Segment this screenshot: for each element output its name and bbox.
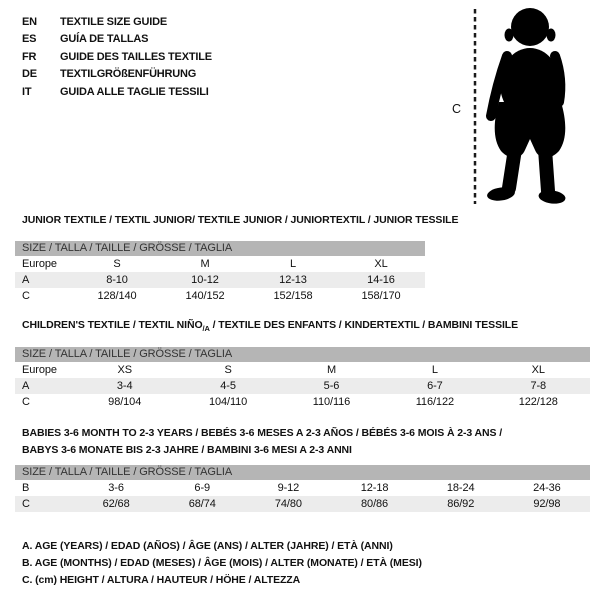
babies-title-line2: BABYS 3-6 MONATE BIS 2-3 JAHRE / BAMBINI 3-6 MESI A 2-3 ANNI (22, 443, 352, 456)
section-title-babies (22, 425, 502, 458)
row-label-cell: A (22, 380, 30, 392)
size-table-junior (15, 241, 425, 304)
language-row (22, 83, 212, 101)
size-cell: 6-9 (194, 482, 211, 494)
language-code: EN (22, 15, 37, 28)
size-cell: 5-6 (323, 380, 340, 392)
size-cell: 3-6 (108, 482, 124, 494)
size-cell: 98/104 (108, 396, 142, 408)
size-cell: 80/86 (361, 498, 389, 510)
row-label-cell: C (22, 396, 30, 408)
language-title: TEXTILE SIZE GUIDE (60, 15, 168, 28)
size-cell: XS (117, 364, 132, 376)
size-cell: 140/152 (185, 290, 225, 302)
size-cell: 12-13 (279, 274, 307, 286)
section-title-junior: JUNIOR TEXTILE / TEXTIL JUNIOR/ TEXTILE JUNIOR / JUNIORTEXTIL / JUNIOR TESSILE (22, 214, 459, 226)
size-cell: 92/98 (533, 498, 561, 510)
size-cell: 9-12 (277, 482, 300, 494)
size-cell: 12-18 (360, 482, 389, 494)
children-title-pre: CHILDREN'S TEXTILE / TEXTIL NIÑO (22, 319, 203, 331)
row-label-cell: Europe (22, 258, 57, 270)
size-cell: 152/158 (273, 290, 313, 302)
junior-table (15, 256, 425, 304)
size-cell: 18-24 (446, 482, 475, 494)
footnote-c: C. (cm) HEIGHT / ALTURA / HAUTEUR / HÖHE / ALTEZZA (22, 574, 301, 587)
size-header-bar: SIZE / TALLA / TAILLE / GRÖSSE / TAGLIA (15, 241, 425, 256)
table-row (15, 288, 425, 304)
size-cell: 104/110 (208, 396, 248, 408)
size-cell: 116/122 (415, 396, 454, 408)
section-title-children (22, 319, 518, 333)
size-cell: XL (374, 258, 388, 270)
size-cell: M (200, 258, 210, 270)
size-cell: S (113, 258, 121, 270)
size-cell: S (224, 364, 232, 376)
table-row (15, 378, 590, 394)
language-code: IT (22, 85, 32, 98)
row-label-cell: Europe (22, 364, 57, 376)
size-cell: 7-8 (530, 380, 547, 392)
size-cell: 74/80 (274, 498, 302, 510)
toddler-silhouette-icon (448, 4, 598, 216)
size-cell: 158/170 (361, 290, 401, 302)
table-row (15, 394, 590, 410)
language-row (22, 48, 212, 66)
row-label-cell: A (22, 274, 30, 286)
table-row (15, 480, 590, 496)
size-cell: L (431, 364, 438, 376)
size-table-children (15, 347, 590, 410)
size-cell: 14-16 (367, 274, 395, 286)
size-cell: 62/68 (102, 498, 130, 510)
size-header-bar: SIZE / TALLA / TAILLE / GRÖSSE / TAGLIA (15, 465, 590, 480)
language-code: FR (22, 50, 37, 63)
size-header-bar: SIZE / TALLA / TAILLE / GRÖSSE / TAGLIA (15, 347, 590, 362)
size-cell: 86/92 (447, 498, 475, 510)
language-code: DE (22, 68, 37, 81)
row-label-cell: C (22, 498, 30, 510)
size-cell: 122/128 (518, 396, 558, 408)
language-row (22, 66, 212, 84)
children-title-post: / TEXTILE DES ENFANTS / KINDERTEXTIL / BAMBINI TESSILE (209, 319, 519, 331)
table-row (15, 496, 590, 512)
size-cell: XL (531, 364, 545, 376)
language-code: ES (22, 33, 37, 46)
measure-label-c: C (452, 102, 462, 116)
size-cell: 68/74 (188, 498, 216, 510)
language-title: TEXTILGRÖßENFÜHRUNG (60, 68, 197, 81)
children-table (15, 362, 590, 410)
table-row (15, 362, 590, 378)
language-row (22, 31, 212, 49)
footnotes (22, 538, 422, 590)
language-title: GUIDE DES TAILLES TEXTILE (60, 50, 212, 63)
table-row (15, 256, 425, 272)
footnote-b: B. AGE (MONTHS) / EDAD (MESES) / ÂGE (MOIS) / ALTER (MONATE) / ETÀ (MESI) (22, 557, 422, 570)
language-list (22, 13, 212, 101)
size-cell: M (326, 364, 337, 376)
footnote-a: A. AGE (YEARS) / EDAD (AÑOS) / ÂGE (ANS) / ALTER (JAHRE) / ETÀ (ANNI) (22, 540, 393, 552)
size-cell: 4-5 (220, 380, 236, 392)
language-row (22, 13, 212, 31)
size-cell: 8-10 (106, 274, 128, 286)
size-cell: L (289, 258, 297, 270)
size-cell: 10-12 (191, 274, 219, 286)
size-cell: 110/116 (312, 396, 351, 408)
row-label-cell: B (22, 482, 30, 494)
size-table-babies (15, 465, 590, 512)
language-title: GUIDA ALLE TAGLIE TESSILI (60, 85, 209, 98)
size-cell: 128/140 (97, 290, 137, 302)
size-cell: 24-36 (533, 482, 561, 494)
row-label-cell: C (22, 290, 30, 302)
babies-title-line1: BABIES 3-6 MONTH TO 2-3 YEARS / BEBÉS 3-6 MESES A 2-3 AÑOS / BÉBÉS 3-6 MOIS À 2-3 ANS / (22, 427, 503, 439)
table-row (15, 272, 425, 288)
size-cell: 3-4 (116, 380, 133, 392)
children-title-sub: /A (202, 324, 210, 334)
babies-table (15, 480, 590, 512)
size-cell: 6-7 (427, 380, 443, 392)
language-title: GUÍA DE TALLAS (60, 33, 149, 46)
size-guide-figure (448, 4, 598, 216)
